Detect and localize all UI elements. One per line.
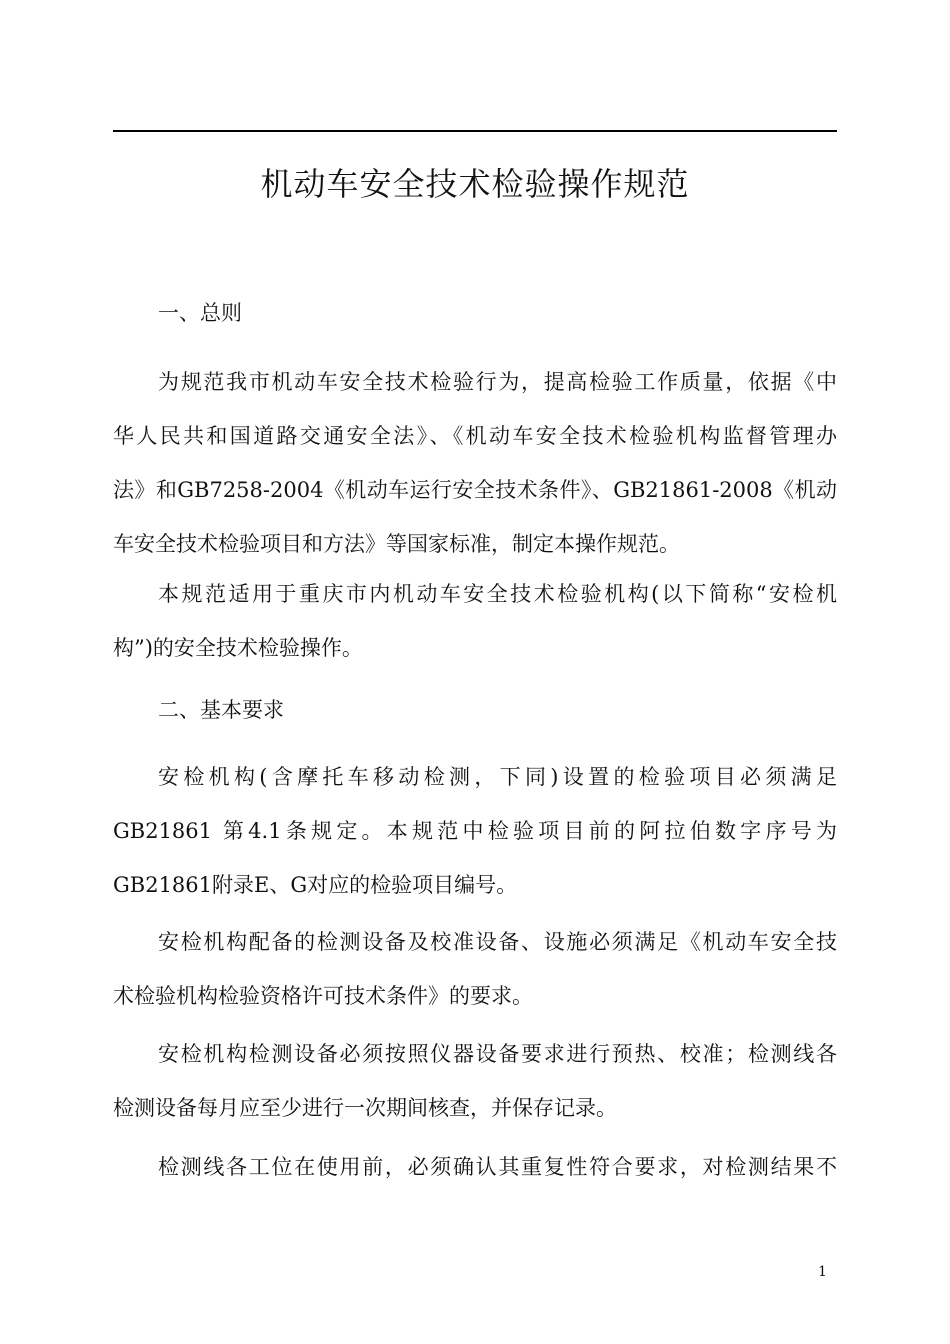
page-number: 1 xyxy=(818,1264,827,1280)
paragraph xyxy=(113,567,837,675)
text-line: 检测线各工位在使用前，必须确认其重复性符合要求，对检测结果不 xyxy=(158,1155,837,1179)
text-line: 检测设备每月应至少进行一次期间核查，并保存记录。 xyxy=(113,1096,617,1120)
text-line: 安检机构配备的检测设备及校准设备、设施必须满足《机动车安全技 xyxy=(158,930,837,954)
text-line: GB21861附录E、G对应的检验项目编号。 xyxy=(113,873,518,897)
text-line: 华人民共和国道路交通安全法》、《机动车安全技术检验机构监督管理办 xyxy=(113,424,837,448)
text-line: 安检机构检测设备必须按照仪器设备要求进行预热、校准；检测线各 xyxy=(158,1042,837,1066)
paragraph xyxy=(113,1027,837,1135)
paragraph xyxy=(113,1140,837,1194)
text-line: 车安全技术检验项目和方法》等国家标准，制定本操作规范。 xyxy=(113,532,680,556)
text-line: 构”)的安全技术检验操作。 xyxy=(113,636,363,660)
document-title: 机动车安全技术检验操作规范 xyxy=(260,165,690,203)
text-line: 本规范适用于重庆市内机动车安全技术检验机构(以下简称“安检机 xyxy=(158,582,837,606)
section-heading-basic-requirements: 二、基本要求 xyxy=(158,698,284,722)
text-line: 安检机构(含摩托车移动检测，下同)设置的检验项目必须满足 xyxy=(158,765,837,789)
paragraph xyxy=(113,355,837,571)
text-line: 法》和GB7258-2004《机动车运行安全技术条件》、GB21861-2008《机动 xyxy=(113,478,837,502)
paragraph xyxy=(113,750,837,912)
paragraph xyxy=(113,915,837,1023)
text-line: 为规范我市机动车安全技术检验行为，提高检验工作质量，依据《中 xyxy=(158,370,837,394)
text-line: 术检验机构检验资格许可技术条件》的要求。 xyxy=(113,984,533,1008)
section-heading-general: 一、总则 xyxy=(158,301,242,325)
header-rule xyxy=(113,130,837,132)
text-line: GB21861 第4.1条规定。本规范中检验项目前的阿拉伯数字序号为 xyxy=(113,819,837,843)
